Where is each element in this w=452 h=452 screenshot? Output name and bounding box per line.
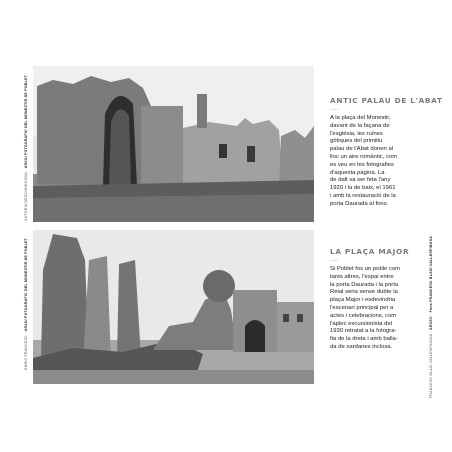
photo-1-author: AUTORIA DESCONEGUDA xyxy=(24,172,28,221)
caption-2-line: l'aplec excursionista del xyxy=(330,320,393,327)
caption-2-line: 1930 retratat a la fotogra- xyxy=(330,328,397,335)
caption-2-line: Reial seria sense dubte la xyxy=(330,289,398,296)
caption-1-line: d'aquesta pàgina. La xyxy=(330,169,385,176)
caption-2-line: fia de la dreta i amb balla- xyxy=(330,336,398,343)
caption-2-body xyxy=(330,266,414,352)
photo-2-archive: ARXIU FOTOGRÀFIC DEL MONESTIR DE POBLET xyxy=(24,238,28,332)
ruins-photo-graphic xyxy=(33,66,314,222)
right-credit-author: FRANCESC BLASI VALLESPINOSA xyxy=(429,333,433,399)
caption-2-line: la porta Daurada i la porta xyxy=(330,281,399,288)
caption-2-line: tants altres, l'espai entre xyxy=(330,273,394,280)
caption-2-line: plaça Major i esdevindria xyxy=(330,297,396,304)
caption-1-rule: ---- xyxy=(330,107,339,113)
photo-antic-palau-abat xyxy=(33,66,314,222)
caption-1-line: 1920 i la de baix, el 1961 xyxy=(330,185,396,192)
caption-placa-major xyxy=(330,247,414,352)
photo-2-author: ENRIC FRANCESC xyxy=(24,335,28,370)
caption-1-line: es veu en les fotografies xyxy=(330,161,394,168)
right-credit-archive: ARCEC · Fons FRANCESC BLASI VALLESPINOSA xyxy=(429,236,433,330)
right-margin-credit: FRANCESC BLASI VALLESPINOSA · ARCEC · Fons FRANCESC BLASI VALLESPINOSA xyxy=(429,236,433,399)
caption-2-line: l'escenari principal per a xyxy=(330,304,394,311)
caption-1-title: ANTIC PALAU DE L'ABAT xyxy=(330,96,443,105)
caption-1-line: de dalt va ser feta l'any xyxy=(330,177,391,184)
photo-placa-major xyxy=(33,230,314,384)
caption-2-title: LA PLAÇA MAJOR xyxy=(330,247,410,256)
caption-2-line: Si Poblet fos un poble com xyxy=(330,266,401,272)
caption-1-line: i amb la restauració de la xyxy=(330,192,396,199)
caption-antic-palau-abat xyxy=(330,96,443,209)
caption-2-line: actes i celebracions, com xyxy=(330,312,397,319)
photo-1-credit: AUTORIA DESCONEGUDA · ARXIU FOTOGRÀFIC DEL MONESTIR DE POBLET xyxy=(24,75,28,221)
caption-2-rule: ---- xyxy=(330,258,339,264)
square-photo-graphic xyxy=(33,230,314,384)
caption-1-line: davant de la façana de xyxy=(330,122,390,129)
caption-2-line: da de sardanes inclosa. xyxy=(330,343,393,350)
photo-1-archive: ARXIU FOTOGRÀFIC DEL MONESTIR DE POBLET xyxy=(24,75,28,169)
caption-1-line: palau de l'Abat donen al xyxy=(330,146,394,153)
photo-2-credit: ENRIC FRANCESC · ARXIU FOTOGRÀFIC DEL MONESTIR DE POBLET xyxy=(24,238,28,370)
caption-1-line: l'església, les ruïnes xyxy=(330,130,383,137)
caption-1-line: gòtiques del primitiu xyxy=(330,138,383,145)
caption-1-line: A la plaça del Monestir, xyxy=(330,115,391,121)
caption-1-line: porta Daurada al fons. xyxy=(330,200,389,207)
caption-1-body xyxy=(330,115,414,209)
caption-1-line: lloc un aire romàntic, com xyxy=(330,153,398,160)
